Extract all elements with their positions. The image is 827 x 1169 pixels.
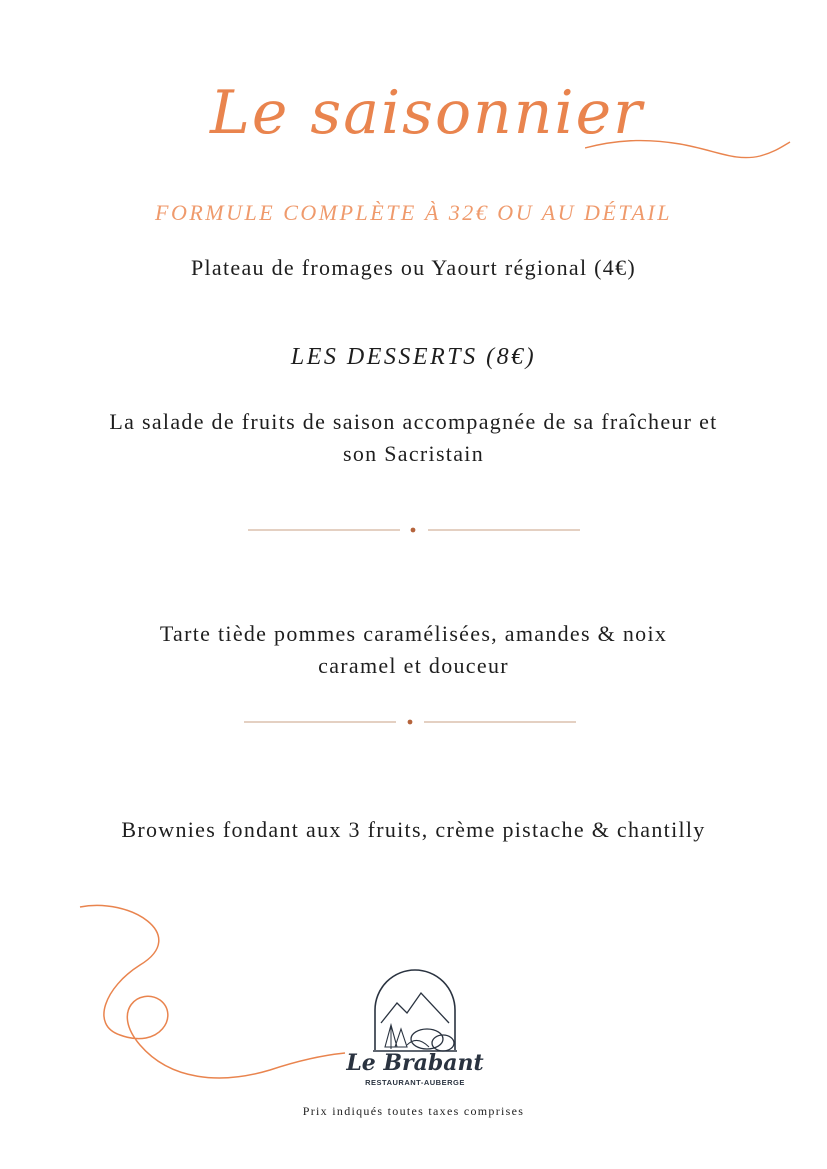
dessert-item-1 [0, 406, 827, 470]
formula-subtitle: FORMULE COMPLÈTE À 32€ OU AU DÉTAIL [155, 200, 672, 225]
price-note: Prix indiqués toutes taxes comprises [302, 1104, 525, 1118]
cheese-option: Plateau de fromages ou Yaourt régional (4€) [190, 255, 637, 280]
dessert-item-2-line1: Tarte tiède pommes caramélisées, amandes & noix [159, 621, 668, 646]
separator-ornament [0, 524, 827, 536]
brand-name: Le Brabant [346, 1050, 484, 1076]
separator-ornament [0, 716, 827, 728]
title-flourish-icon [585, 128, 795, 168]
menu-title: Le saisonnier [210, 78, 644, 148]
dessert-item-3 [0, 814, 827, 846]
swirl-decoration-icon [70, 895, 360, 1105]
brand-subtitle: RESTAURANT-AUBERGE [365, 1078, 465, 1087]
dessert-item-3-line1: Brownies fondant aux 3 fruits, crème pistache & chantilly [121, 817, 706, 842]
desserts-heading: LES DESSERTS (8€) [290, 344, 537, 370]
dessert-item-2-line2: caramel et douceur [318, 653, 509, 678]
dessert-item-1-line1: La salade de fruits de saison accompagnée de sa fraîcheur et [109, 409, 718, 434]
dessert-item-1-line2: son Sacristain [342, 441, 484, 466]
dessert-item-2 [0, 618, 827, 682]
